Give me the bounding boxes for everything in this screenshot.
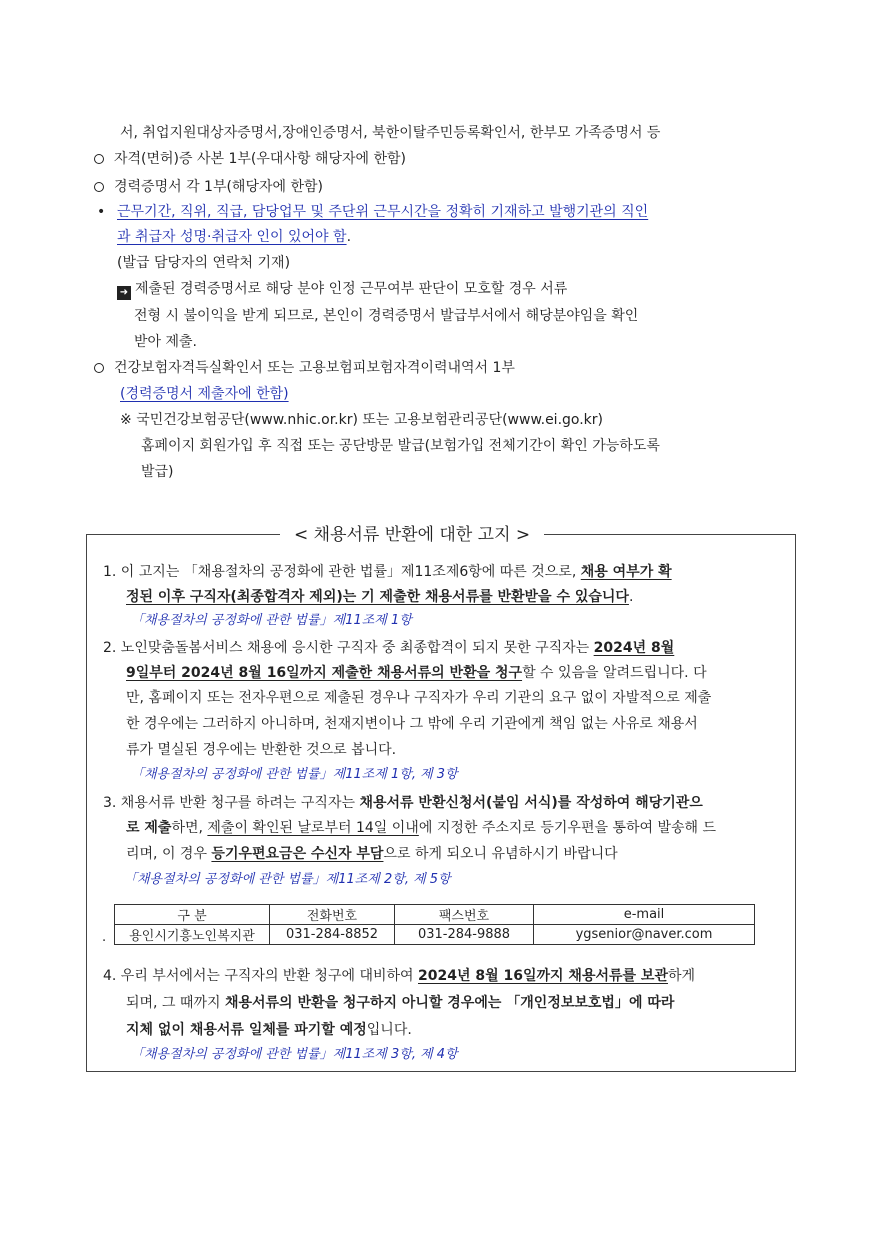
bullet-dot-icon: • — [97, 204, 106, 220]
document-line: 서, 취업지원대상자증명서,장애인증명서, 북한이탈주민등록확인서, 한부모 가족증명서 등 — [120, 125, 661, 141]
law-reference: 「채용절차의 공정화에 관한 법률」제11조제 3항, 제 4항 — [131, 1047, 458, 1062]
list-item-license: 자격(면허)증 사본 1부(우대사항 해당자에 한함) — [94, 149, 406, 169]
law-reference: 「채용절차의 공정화에 관한 법률」제11조제 1항, 제 3항 — [131, 767, 458, 782]
table-cell: 용인시기흥노인복지관 — [115, 925, 270, 945]
law-reference: 「채용절차의 공정화에 관한 법률」제11조제 1항 — [131, 613, 412, 628]
bullet-circle-icon — [94, 363, 104, 373]
career-contact-note: (발급 담당자의 연락처 기재) — [117, 255, 291, 271]
career-note-cont: 과 취급자 성명·취급자 인이 있어야 함. — [117, 229, 352, 245]
notice-paragraph-4-cont: 되며, 그 때까지 채용서류의 반환을 청구하지 아니할 경우에는 「개인정보보호법」에 따라 — [126, 995, 675, 1011]
table-header-cell: 구 분 — [115, 905, 270, 925]
career-note: 근무기간, 직위, 직급, 담당업무 및 주단위 근무시간을 정확히 기재하고 발행기관의 직인 — [117, 204, 649, 220]
contact-table — [114, 904, 755, 945]
law-reference: 「채용절차의 공정화에 관한 법률」제11조제 2항, 제 5항 — [124, 872, 451, 887]
reference-mark-icon: ※ — [120, 412, 132, 428]
notice-paragraph-1: 1. 이 고지는 「채용절차의 공정화에 관한 법률」제11조제6항에 따른 것으로, 채용 여부가 확 — [103, 564, 672, 580]
table-header-cell: 전화번호 — [270, 905, 395, 925]
notice-paragraph-2: 2. 노인맞춤돌봄서비스 채용에 응시한 구직자 중 최종합격이 되지 못한 구직자는 2024년 8월 — [103, 640, 675, 656]
list-item-career: 경력증명서 각 1부(해당자에 한함) — [94, 177, 323, 197]
arrow-right-icon: ➜ — [117, 286, 131, 300]
notice-title: < 채용서류 반환에 대한 고지 > — [280, 522, 544, 548]
warning-note-cont: 받아 제출. — [134, 334, 197, 350]
notice-paragraph-4: 4. 우리 부서에서는 구직자의 반환 청구에 대비하여 2024년 8월 16일까지 채용서류를 보관하게 — [103, 968, 696, 984]
notice-paragraph-2-cont: 9일부터 2024년 8월 16일까지 제출한 채용서류의 반환을 청구할 수 있음을 알려드립니다. 다 — [126, 665, 707, 681]
table-cell: 031-284-8852 — [270, 925, 395, 945]
warning-note: ➜ 제출된 경력증명서로 해당 분야 인정 근무여부 판단이 모호할 경우 서류 — [117, 279, 567, 300]
warning-note-cont: 전형 시 불이익을 받게 되므로, 본인이 경력증명서 발급부서에서 해당분야임을 확인 — [134, 308, 639, 324]
table-cell: ygsenior@naver.com — [534, 925, 755, 945]
bullet-circle-icon — [94, 154, 104, 164]
reference-note: ※ 국민건강보험공단(www.nhic.or.kr) 또는 고용보험관리공단(www.ei.go.kr) — [120, 412, 604, 428]
insurance-note: (경력증명서 제출자에 한함) — [120, 386, 289, 402]
notice-paragraph-3-cont: 리며, 이 경우 등기우편요금은 수신자 부담으로 하게 되오니 유념하시기 바랍니다 — [126, 846, 618, 862]
notice-paragraph-4-cont: 지체 없이 채용서류 일체를 파기할 예정입니다. — [126, 1022, 412, 1038]
notice-paragraph-3-cont: 로 제출하면, 제출이 확인된 날로부터 14일 이내에 지정한 주소지로 등기우편을 통하여 발송해 드 — [126, 820, 717, 836]
table-header-cell: e-mail — [534, 905, 755, 925]
table-header-row — [115, 905, 755, 925]
notice-paragraph-3: 3. 채용서류 반환 청구를 하려는 구직자는 채용서류 반환신청서(붙임 서식)를 작성하여 해당기관으 — [103, 795, 703, 811]
reference-note-cont: 발급) — [141, 464, 174, 480]
notice-paragraph-2-cont: 류가 멸실된 경우에는 반환한 것으로 봅니다. — [126, 742, 397, 758]
table-cell: 031-284-9888 — [395, 925, 534, 945]
table-row — [115, 925, 755, 945]
bullet-circle-icon — [94, 182, 104, 192]
notice-paragraph-2-cont: 만, 홈페이지 또는 전자우편으로 제출된 경우나 구직자가 우리 기관의 요구 없이 자발적으로 제출 — [126, 690, 712, 706]
notice-paragraph-2-cont: 한 경우에는 그러하지 아니하며, 천재지변이나 그 밖에 우리 기관에게 책임 없는 사유로 채용서 — [126, 716, 698, 732]
table-header-cell: 팩스번호 — [395, 905, 534, 925]
table-dot: . — [102, 930, 107, 945]
list-item-insurance: 건강보험자격득실확인서 또는 고용보험피보험자격이력내역서 1부 — [94, 358, 515, 378]
notice-paragraph-1-cont: 정된 이후 구직자(최종합격자 제외)는 기 제출한 채용서류를 반환받을 수 있습니다. — [126, 589, 634, 605]
reference-note-cont: 홈페이지 회원가입 후 직접 또는 공단방문 발급(보험가입 전체기간이 확인 가능하도록 — [141, 438, 660, 454]
